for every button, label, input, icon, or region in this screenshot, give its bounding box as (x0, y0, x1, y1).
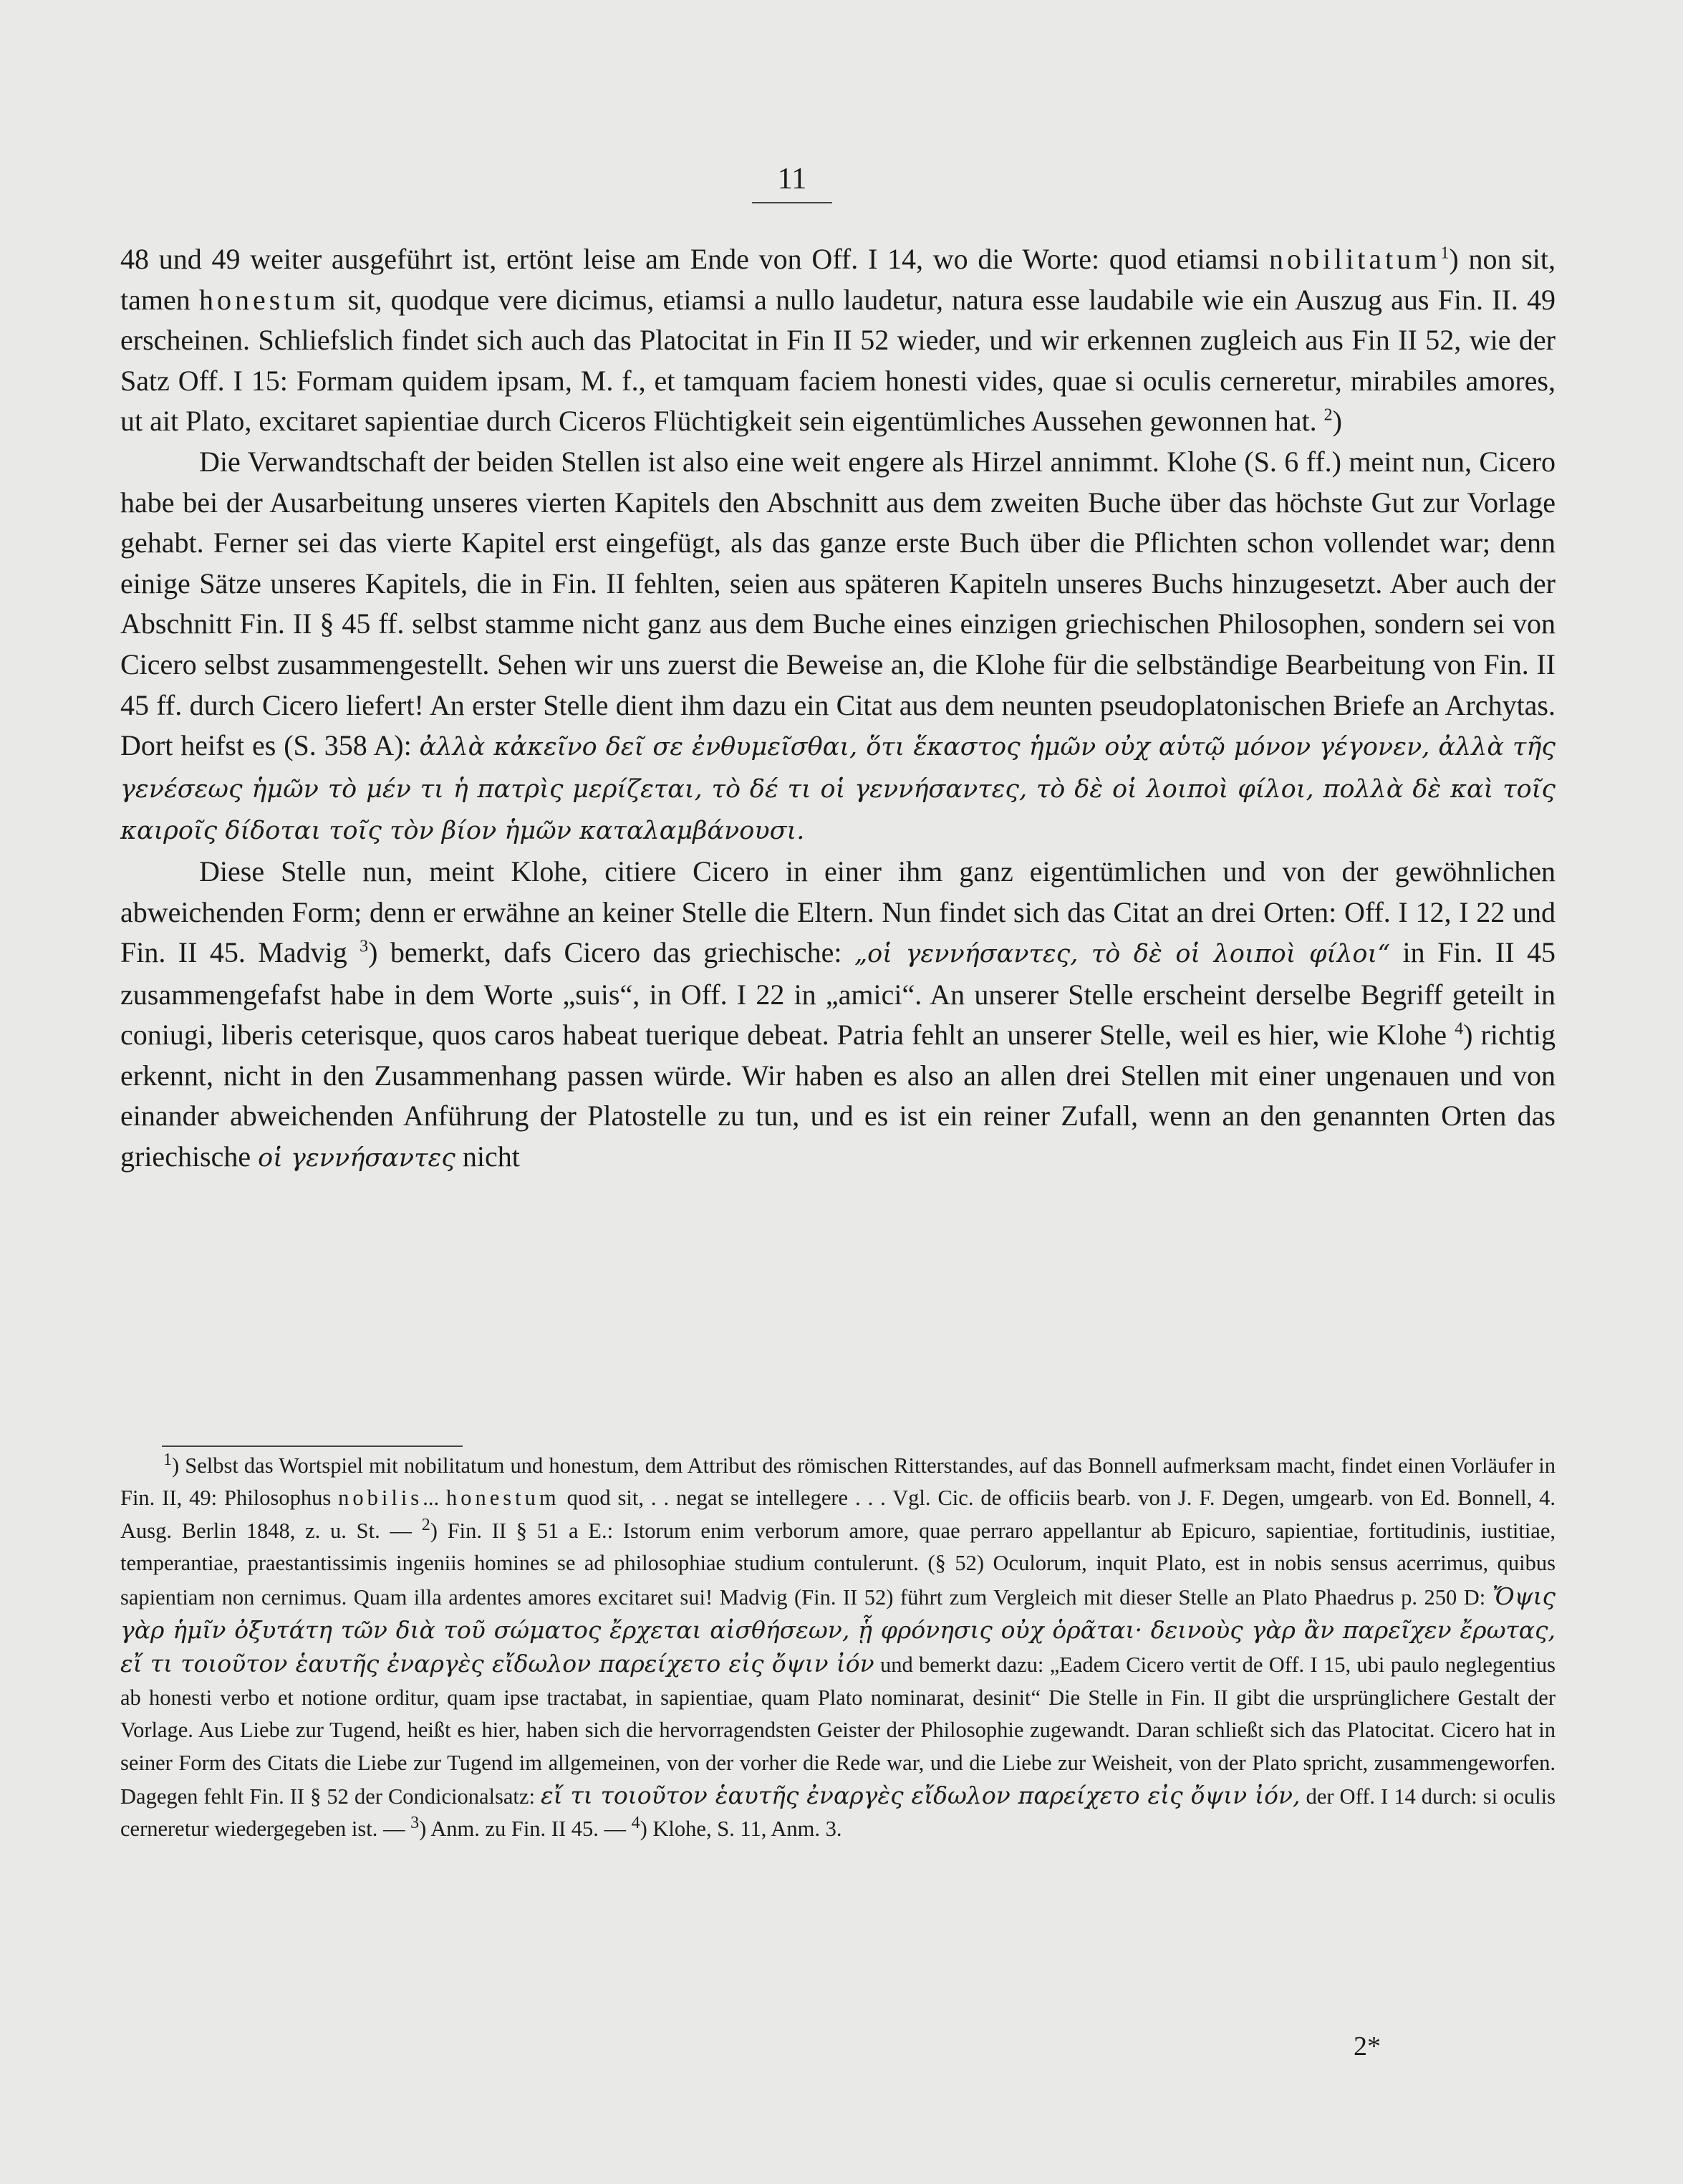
p3-text-f: richtig erkennt, nicht in den Zusammenhang passen würde. Wir haben es also an allen drei Stellen mit einer ungenauen und von einander abweichenden Anführung der Platostelle zu tun, und es ist ein reiner Zufall, wenn an den genannten Orten das griechische (120, 1019, 1556, 1173)
p1-text-a: 48 und 49 weiter ausgeführt ist, ertönt leise am Ende von Off. I 14, wo die Worte: quod etiamsi (120, 243, 1269, 275)
fn-spaced-nobilis: nobilis (338, 1486, 423, 1511)
main-text (120, 239, 1556, 1179)
fn-text-l: Anm. zu Fin. II 45. — (426, 1817, 632, 1842)
p2-greek-quote: ἀλλὰ κἀκεῖνο δεῖ σε ἐνθυμεῖσθαι, ὅτι ἕκαστος ἡμῶν οὐχ αὑτῷ μόνον γέγονεν, ἀλλὰ τῆς γενέσεως ἡμῶν τὸ μέν τι ἡ πατρὶς μερίζεται, τὸ δέ τι οἱ γεννήσαντες, τὸ δὲ οἱ λοιποὶ φίλοι, πολλὰ δὲ καὶ τοῖς καιροῖς δίδοται τοῖς τὸν βίον ἡμῶν καταλαμβάνουσι. (120, 733, 1556, 846)
p3-text-c: bemerkt, dafs Cicero das griechische: (377, 936, 854, 969)
fn-greek-quote-2: εἴ τι τοιοῦτον ἑαυτῆς ἐναργὲς εἴδωλον παρείχετο εἰς ὄψιν ἰόν, (540, 1781, 1301, 1810)
page-number-rule (752, 202, 832, 203)
footnotes (120, 1450, 1556, 1846)
footnote-mark-1: 1 (163, 1450, 172, 1469)
p3-greek-quote-1: „οἱ γεννήσαντες, τὸ δὲ οἱ λοιποὶ φίλοι“ (854, 940, 1391, 969)
page-number: 11 (777, 163, 807, 196)
p3-greek-quote-2: οἱ γεννήσαντες (258, 1144, 455, 1173)
p3-text-d: in Fin. II 45 zusammengefafst habe in dem Worte „suis“, in Off. I 22 in „amici“. An unserer Stelle erscheint derselbe Begriff geteilt in coniugi, liberis ceterisque, quos caros habeat tuerique debeat. Patria fehlt an unserer Stelle, weil es hier, wie Klohe (120, 936, 1556, 1052)
footnote-ref-4: 4 (1455, 1019, 1464, 1039)
p2-text-a: Die Verwandtschaft der beiden Stellen ist also eine weit engere als Hirzel annimmt. Klohe (S. 6 ff.) meint nun, Cicero habe bei der Ausarbeitung unseres vierten Kapitels den Abschnitt aus dem zweiten Buche über das höchste Gut zur Vorlage gehabt. Ferner sei das vierte Kapitel erst eingefügt, als das ganze erste Buch über die Pflichten schon vollendet war; denn einige Sätze unseres Kapitels, die in Fin. II fehlten, seien aus späteren Kapiteln unseres Buchs hinzugesetzt. Aber auch der Abschnitt Fin. II § 45 ff. selbst stamme nicht ganz aus dem Buche eines einzigen griechischen Philosophen, sondern sei von Cicero selbst zusammengestellt. Sehen wir uns zuerst die Beweise an, die Klohe für die selbständige Bearbeitung von Fin. II 45 ff. durch Cicero liefert! An erster Stelle dient ihm dazu ein Citat aus dem neunten pseudoplatonischen Briefe an Archytas. Dort heifst es (S. 358 A): (120, 445, 1556, 762)
fn-text-i: und bemerkt dazu: „Eadem Cicero vertit de Off. I 15, ubi paulo neglegentius ab honesti verbo et notione orditur, quam ipse tractabat, in sapientiae, quam Plato nominarat, desinit“ Die Stelle in Fin. II gibt die ursprünglichere Gestalt der Vorlage. Aus Liebe zur Tugend, heißt es hier, haben sich die hervorragendsten Geister der Philosophie zugewandt. Daran schließt sich das Platocitat. Cicero hat in seiner Form des Citats die Liebe zur Tugend im allgemeinen, von der vorher die Rede war, und die Liebe zur Weisheit, von der Plato spricht, zusammengeworfen. Dagegen fehlt Fin. II § 52 der Condicionalsatz: (120, 1653, 1556, 1809)
footnote-block: $^1$) Selbst das Wortspiel mit nobilitatum und honestum, dem Attribut des römischen Ritterstandes, auf das Bonnell aufmerksam macht, findet einen Vorläufer in Fin. II, 49: Philosophus nobilis... honestum quod sit, . . negat se intellegere . . . Vgl. Cic. de officiis bearb. von J. F. Degen, umgearb. von Ed. Bonnell, 4. Ausg. Berlin 1848, z. u. St. — $^2$) Fin. II § 51 a E.: Istorum enim verborum amore, quae perraro appellantur ab Epicuro, sapientiae, fortitudinis, iustitiae, temperantiae, praestantissimis ingeniis homines se ad philosophiae studium contulerunt. (§ 52) Oculorum, inquit Plato, est in nobis sensus acerrimus, quibus sapientiam non cernimus. Quam illa ardentes amores excitaret sui! Madvig (Fin. II 52) führt zum Vergleich mit dieser Stelle an Plato Phaedrus p. 250 D: Ὄψις γὰρ ἡμῖν ὀξυτάτη τῶν διὰ τοῦ σώματος ἔρχεται αἰσθήσεων, ᾗ φρόνησις οὐχ ὁρᾶται· δεινοὺς γὰρ ἂν παρεῖχεν ἔρωτας, εἴ τι τοιοῦτον ἑαυτῆς ἐναργὲς εἴδωλον παρείχετο εἰς ὄψιν ἰόν und bemerkt dazu: „Eadem Cicero vertit de Off. I 15, ubi paulo neglegentius ab honesti verbo et notione orditur, quam ipse tractabat, in sapientiae, quam Plato nominarat, desinit“ Die Stelle in Fin. II gibt die ursprünglichere Gestalt der Vorlage. Aus Liebe zur Tugend, heißt es hier, haben sich die hervorragendsten Geister der Philosophie zugewandt. Daran schließt sich das Platocitat. Cicero hat in seiner Form des Citats die Liebe zur Tugend im allgemeinen, von der vorher die Rede war, und die Liebe zur Weisheit, von der Plato spricht, zusammengeworfen. Dagegen fehlt Fin. II § 52 der Condicionalsatz: εἴ τι τοιοῦτον ἑαυτῆς ἐναργὲς εἴδωλον παρείχετο εἰς ὄψιν ἰόν, der Off. I 14 durch: si oculis cerneretur wiedergegeben ist. — $^3$) Anm. zu Fin. II 45. — $^4$) Klohe, S. 11, Anm. 3. (120, 1450, 1556, 1842)
footnote-mark-2: 2 (421, 1515, 430, 1534)
fn-text-h: Fin. II § 51 a E.: Istorum enim verborum amore, quae perraro appellantur ab Epicuro, sapientiae, fortitudinis, iustitiae, temperantiae, praestantissimis ingeniis homines se ad philosophiae studium contulerunt. (§ 52) Oculorum, inquit Plato, est in nobis sensus acerrimus, quibus sapientiam non cernimus. Quam illa ardentes amores excitaret sui! Madvig (Fin. II 52) führt zum Vergleich mit dieser Stelle an Plato Phaedrus p. 250 D: (120, 1518, 1556, 1610)
p1-text-f: sit, quodque vere dicimus, etiamsi a nullo laudetur, natura esse laudabile wie ein Auszug aus Fin. II. 49 erscheinen. Schliefslich findet sich auch das Platocitat in Fin II 52 wieder, und wir erkennen zugleich aus Fin II 52, wie der Satz Off. I 15: Formam quidem ipsam, M. f., et tamquam faciem honesti vides, quae si oculis cerneretur, mirabiles amores, ut ait Plato, excitaret sapientiae durch Ciceros Flüchtigkeit sein eigentümliches Aussehen gewonnen hat. (120, 283, 1556, 438)
footnote-rule (162, 1445, 463, 1447)
fn-text-n: Klohe, S. 11, Anm. 3. (647, 1817, 842, 1842)
footnote-ref-1: 1 (1440, 244, 1450, 263)
fn-greek-quote-1: Ὄψις γὰρ ἡμῖν ὀξυτάτη τῶν διὰ τοῦ σώματος ἔρχεται αἰσθήσεων, ᾗ φρόνησις οὐχ ὁρᾶται· δεινοὺς γὰρ ἂν παρεῖχεν ἔρωτας, εἴ τι τοιοῦτον ἑαυτῆς ἐναργὲς εἴδωλον παρείχετο εἰς ὄψιν ἰόν (120, 1582, 1556, 1678)
footnote-ref-2: 2 (1323, 406, 1333, 425)
p1-spaced-honestum: honestum (198, 283, 339, 316)
paragraph-2 (120, 442, 1556, 852)
footnote-ref-3: 3 (360, 937, 369, 956)
fn-text-j: der Off. I 14 durch: si oculis cerneretur wiedergegeben ist. — (120, 1784, 1556, 1842)
signature-mark: 2* (1354, 2031, 1381, 2062)
footnote-mark-3: 3 (410, 1814, 420, 1833)
paragraph-3: Diese Stelle nun, meint Klohe, citiere Cicero in einer ihm ganz eigentümlichen und von der gewöhnlichen abweichenden Form; denn er erwähne an keiner Stelle die Eltern. Nun findet sich das Citat an drei Orten: Off. I 12, I 22 und Fin. II 45. Madvig $^3$) bemerkt, dafs Cicero das griechische: „οἱ γεννήσαντες, τὸ δὲ οἱ λοιποὶ φίλοι“ in Fin. II 45 zusammengefafst habe in dem Worte „suis“, in Off. I 22 in „amici“. An unserer Stelle erscheint derselbe Begriff geteilt in coniugi, liberis ceterisque, quos caros habeat tuerique debeat. Patria fehlt an unserer Stelle, weil es hier, wie Klohe $^4$) richtig erkennt, nicht in den Zusammenhang passen würde. Wir haben es also an allen drei Stellen mit einer ungenauen und von einander abweichenden Anführung der Platostelle zu tun, und es ist ein reiner Zufall, wenn an den genannten Orten das griechische οἱ γεννήσαντες nicht (120, 855, 1556, 1173)
fn-text-b: Selbst das Wortspiel mit nobilitatum und honestum, dem Attribut des römischen Ritterstandes, auf das Bonnell aufmerksam macht, findet einen Vorläufer in Fin. II, 49: Philosophus (120, 1453, 1556, 1511)
paragraph-1: 48 und 49 weiter ausgeführt ist, ertönt leise am Ende von Off. I 14, wo die Worte: quod etiamsi nobilitatum$^1$) non sit, tamen honestum sit, quodque vere dicimus, etiamsi a nullo laudetur, natura esse laudabile wie ein Auszug aus Fin. II. 49 erscheinen. Schliefslich findet sich auch das Platocitat in Fin II 52 wieder, und wir erkennen zugleich aus Fin II 52, wie der Satz Off. I 15: Formam quidem ipsam, M. f., et tamquam faciem honesti vides, quae si oculis cerneretur, mirabiles amores, ut ait Plato, excitaret sapientiae durch Ciceros Flüchtigkeit sein eigentümliches Aussehen gewonnen hat. $^2$) (120, 243, 1556, 438)
p3-text-a: Diese Stelle nun, meint Klohe, citiere Cicero in einer ihm ganz eigentümlichen und von der gewöhnlichen abweichenden Form; denn er erwähne an keiner Stelle die Eltern. Nun findet sich das Citat an drei Orten: Off. I 12, I 22 und Fin. II 45. Madvig (120, 855, 1556, 969)
p1-text-d: non sit, tamen (120, 243, 1556, 316)
fn-text-f: quod sit, . . negat se intellegere . . . Vgl. Cic. de officiis bearb. von J. F. Degen, umgearb. von Ed. Bonnell, 4. Ausg. Berlin 1848, z. u. St. — (120, 1486, 1556, 1543)
p3-text-g: nicht (455, 1140, 520, 1173)
p1-spaced-nobilitatum: nobilitatum (1268, 243, 1441, 275)
footnote-mark-4: 4 (631, 1814, 640, 1833)
fn-text-d: ... (423, 1486, 447, 1511)
fn-spaced-honestum: honestum (446, 1486, 560, 1511)
